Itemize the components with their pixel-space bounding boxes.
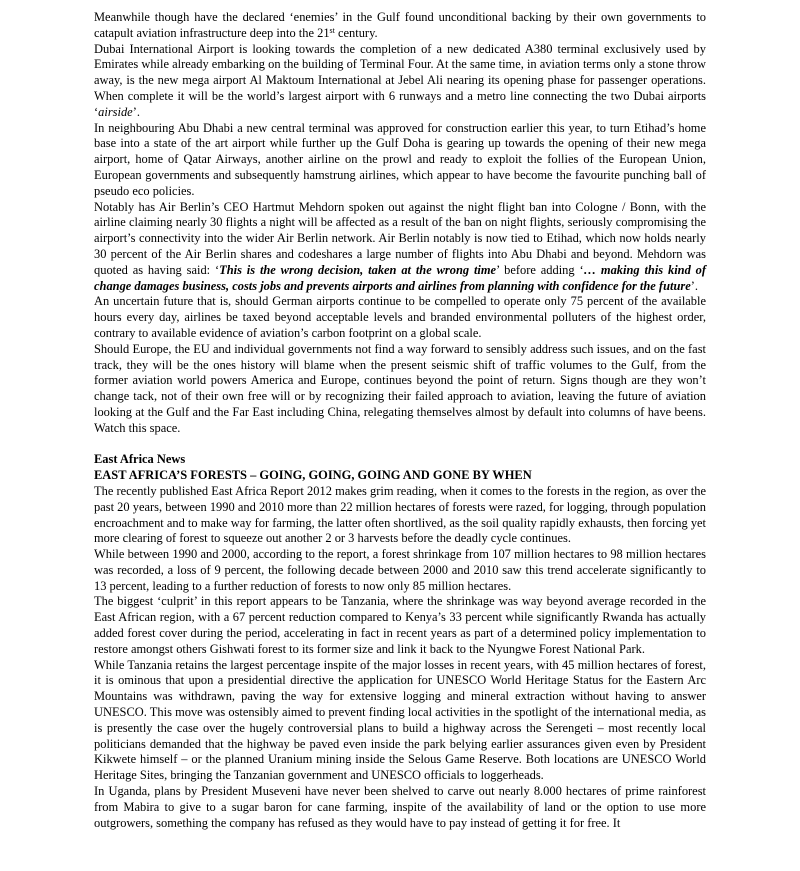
quote-emphasis: … making this kind of change damages business, costs jobs and prevents airports and airlines from planning with confidence for the future [94,262,707,293]
paragraph-europe-eu: Should Europe, the EU and individual governments not find a way forward to sensibly address such issues, and on the fast track, they will be the ones history will blame when the present seismic shift of traffic volumes to the Gulf, from the former aviation world powers America and Europe, continues beyond the point of return. Signs though are they won’t change tack, not of their own free will or by recognizing their failed approach to aviation, leaving the future of aviation looking at the Gulf and the Far East including China, relegating themselves almost by default into columns of have beens. Watch this space. [94,341,706,435]
paragraph-abu-dhabi: In neighbouring Abu Dhabi a new central terminal was approved for construction earlier this year, to turn Etihad’s home base into a state of the art airport while further up the Gulf Doha is gearing up towards the opening of their new mega airport, home of Qatar Airways, another airline on the prowl and ready to exploit the follies of the European Union, European governments and subsequently hamstrung airlines, which appear to have become the favourite punching ball of pseudo eco policies. [94,120,706,198]
paragraph-uganda-mabira: In Uganda, plans by President Museveni have never been shelved to carve out nearly 8.000 hectares of prime rainforest from Mabira to give to a sugar baron for cane farming, inspite of the availability of land or the option to use more outgrowers, something the company has refused as they would have to pay instead of getting it for free. It [94,784,706,830]
quote-emphasis: This is the wrong decision, taken at the wrong time [219,262,497,277]
italic-term: airside [98,104,133,119]
section-title: East Africa News [94,452,186,467]
paragraph-uncertain-future: An uncertain future that is, should German airports continue to be compelled to operate only 75 percent of the available hours every day, airlines be taxed beyond acceptable levels and branded environmental polluters of the highest order, contrary to available evidence of aviation’s carbon footprint on a global scale. [94,294,706,340]
paragraph-unesco: While Tanzania retains the largest percentage inspite of the major losses in recent years, with 45 million hectares of forest, it is ominous that upon a presidential directive the application for UNESCO World Heritage Status for the Eastern Arc Mountains was withdrawn, paving the way for extensive logging and mineral extraction without having to answer UNESCO. This move was ostensibly aimed to prevent finding local activities in the spotlight of the international media, as is presently the case over the hugely controversial plans to build a highway across the Serengeti – most recently local politicians demanded that the highway be paved even inside the park belying earlier assurances given even by President Kikwete himself – or the planned Uranium mining inside the Selous Game Reserve. Both locations are UNESCO World Heritage Sites, bringing the Tanzanian government and UNESCO officials to loggerheads. [94,657,706,783]
paragraph-text: Dubai International Airport is looking towards the completion of a new dedicated A380 terminal exclusively used by Emirates while already embarking on the building of Terminal Four. At the same time, in aviation terms only a stone throw away, is the new mega airport Al Maktoum International at Jebel Ali nearing its opening phase for passenger operations. When complete it will be the world’s largest airport with 6 runways and a metro line connecting the two Dubai airports ‘ [94,41,706,119]
paragraph-dubai-airport [94,42,706,121]
paragraph-forest-report: The recently published East Africa Report 2012 makes grim reading, when it comes to the forests in the region, as over the past 20 years, between 1990 and 2010 more than 22 million hectares of forests were razed, for logging, through population encroachment and to make way for farming, the latter often shortlived, as the soil quality rapidly exhausts, then forcing yet more clearing of forest to squeeze out another 2 or 3 harvests before the deadly cycle continues. [94,483,707,546]
paragraph-spacer [94,437,706,453]
document-page [94,10,706,831]
paragraph-tanzania-culprit: The biggest ‘culprit’ in this report appears to be Tanzania, where the shrinkage was way beyond average recorded in the East African region, with a 67 percent reduction compared to Kenya’s 33 percent while significantly Rwanda has actually added forest cover during the period, accelerating in fact in recent years as part of a determined policy implementation to restore amongst others Gishwati forest to its former size and link it back to the Nyungwe Forest National Park. [94,594,706,656]
paragraph-text: century. [334,25,378,40]
paragraph-text: Meanwhile though have the declared ‘enemies’ in the Gulf found unconditional backing by their own governments to catapult aviation infrastructure deep into the 21 [94,10,706,40]
paragraph-text: Notably has Air Berlin’s CEO Hartmut Mehdorn spoken out against the night flight ban into Cologne / Bonn, with the airline claiming nearly 30 flights a night will be affected as a result of the ban on night flights, seriously compromising the airport’s connectivity into the wider Air Berlin network. Air Berlin notably is now tied to Etihad, which now holds nearly 30 percent of the Air Berlin shares and codeshares a large number of flights into Abu Dhabi and beyond. Mehdorn was quoted as having said: ‘ [94,199,706,277]
superscript-ordinal: st [329,25,335,35]
paragraph-text: ’ before adding ‘ [496,262,584,277]
paragraph-forest-shrinkage: While between 1990 and 2000, according to the report, a forest shrinkage from 107 million hectares to 98 million hectares was recorded, a loss of 9 percent, the following decade between 2000 and 2010 saw this trend accelerate significantly to 13 percent, leading to a further reduction of forests to now only 85 million hectares. [94,547,706,593]
paragraph-air-berlin [94,200,706,295]
paragraph-text: ’. [132,104,140,119]
article-headline: EAST AFRICA’S FORESTS – GOING, GOING, GOING AND GONE BY WHEN [94,468,532,483]
paragraph-gulf-backing [94,10,706,42]
paragraph-text: ’. [690,278,698,293]
